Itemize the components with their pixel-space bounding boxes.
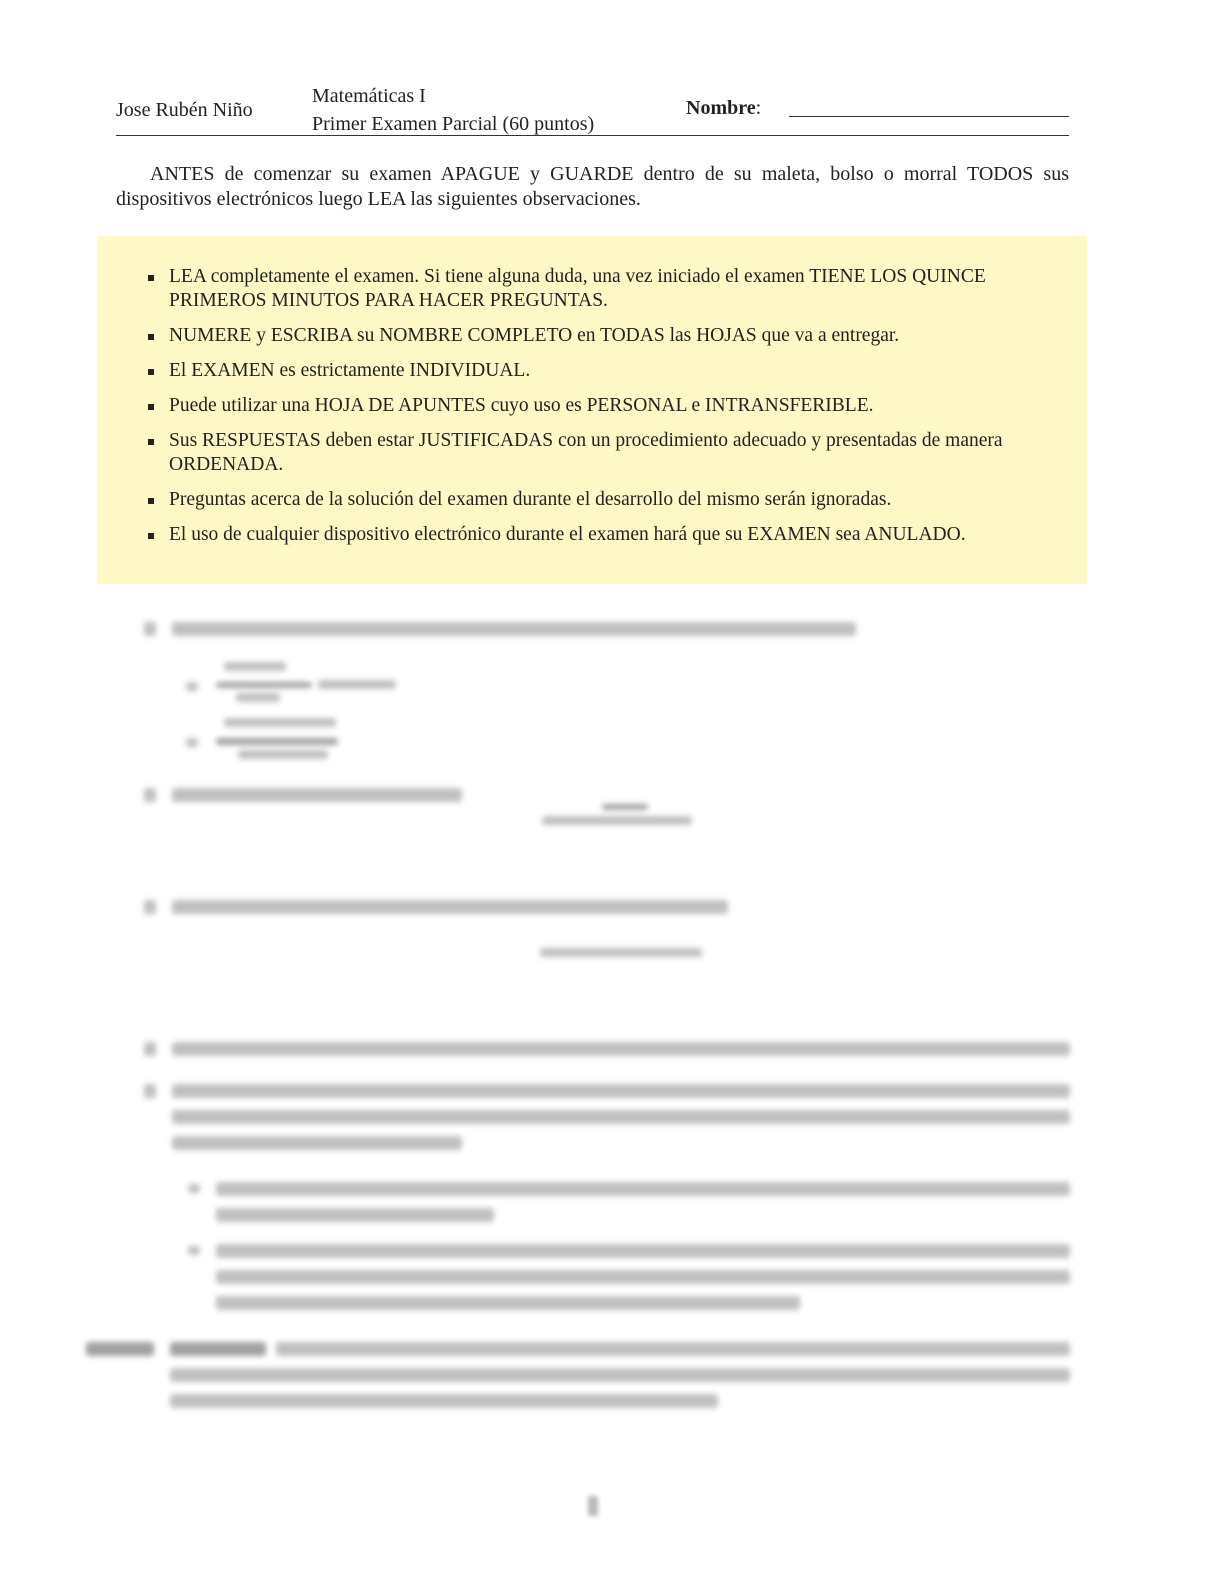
name-label-colon: : [755,97,762,119]
blurred-question-line [276,1342,1070,1356]
exam-title: Primer Examen Parcial (60 puntos) [312,113,595,135]
blurred-question-line [172,1110,1070,1124]
blurred-fraction-bar [216,738,338,745]
square-bullet-icon [148,439,154,445]
square-bullet-icon [148,498,154,504]
blurred-question-line [216,1270,1070,1284]
rule-text: El uso de cualquier dispositivo electrónico durante el examen hará que su EXAMEN sea ANULADO. [169,524,966,545]
exam-header [116,80,1069,136]
blurred-item-label [186,682,198,691]
blurred-question-number [144,900,156,914]
blurred-question-line [172,788,462,802]
square-bullet-icon [148,369,154,375]
blurred-bonus-label [86,1342,154,1356]
blurred-formula [238,750,328,759]
blurred-formula [542,816,692,825]
rule-text: NUMERE y ESCRIBA su NOMBRE COMPLETO en TODAS las HOJAS que va a entregar. [169,325,900,346]
rule-item [147,394,1069,418]
author-name: Jose Rubén Niño [116,99,253,121]
blurred-question-line [172,1084,1070,1098]
blurred-question-line [216,1182,1070,1196]
intro-paragraph: ANTES de comenzar su examen APAGUE y GUARDE dentro de su maleta, bolso o morral TODOS sus dispositivos electrónicos luego LEA las siguientes observaciones. [116,163,1069,210]
blurred-question-line [216,1208,494,1222]
blurred-question-number [144,1084,156,1098]
rule-item [147,324,1069,348]
rule-item [147,523,1069,547]
rule-text: Preguntas acerca de la solución del examen durante el desarrollo del mismo serán ignoradas. [169,489,892,510]
name-label-text: Nombre [686,97,756,119]
blurred-formula [318,680,396,689]
blurred-question-line [172,1136,462,1150]
blurred-question-number [144,788,156,802]
blurred-item-label [186,738,198,747]
rule-text: Puede utilizar una HOJA DE APUNTES cuyo uso es PERSONAL e INTRANSFERIBLE. [169,395,874,416]
square-bullet-icon [148,334,154,340]
blurred-page-number [588,1496,598,1516]
blurred-formula [224,718,336,727]
rules-box [97,236,1087,584]
name-label [686,97,761,120]
blurred-formula [602,804,648,810]
square-bullet-icon [148,533,154,539]
rule-item [147,359,1069,383]
blurred-formula [540,948,702,957]
rule-text: Sus RESPUESTAS deben estar JUSTIFICADAS con un procedimiento adecuado y presentadas de manera ORDENADA. [169,430,1003,475]
rule-item [147,488,1069,512]
blurred-question-line [172,900,728,914]
blurred-bonus-points [170,1342,266,1356]
square-bullet-icon [148,404,154,410]
rule-text: El EXAMEN es estrictamente INDIVIDUAL. [169,360,531,381]
rule-text: LEA completamente el examen. Si tiene alguna duda, una vez iniciado el examen TIENE LOS QUINCE PRIMEROS MINUTOS PARA HACER PREGUNTAS. [169,266,986,311]
blurred-question-number [144,1042,156,1056]
blurred-question-line [172,1042,1070,1056]
blurred-question-line [170,1394,718,1408]
name-blank-line [789,116,1069,117]
course-block [312,82,594,138]
blurred-question-number [144,622,156,636]
blurred-item-label [188,1184,200,1193]
blurred-question-line [172,622,856,636]
blurred-formula [236,693,280,702]
rules-list [147,265,1069,558]
rule-item [147,265,1069,313]
square-bullet-icon [148,275,154,281]
blurred-question-line [216,1244,1070,1258]
blurred-formula [224,662,286,671]
course-name: Matemáticas I [312,85,426,107]
blurred-fraction-bar [216,682,312,688]
blurred-item-label [188,1246,200,1255]
rule-item [147,429,1069,477]
blurred-question-line [216,1296,800,1310]
blurred-question-line [170,1368,1070,1382]
